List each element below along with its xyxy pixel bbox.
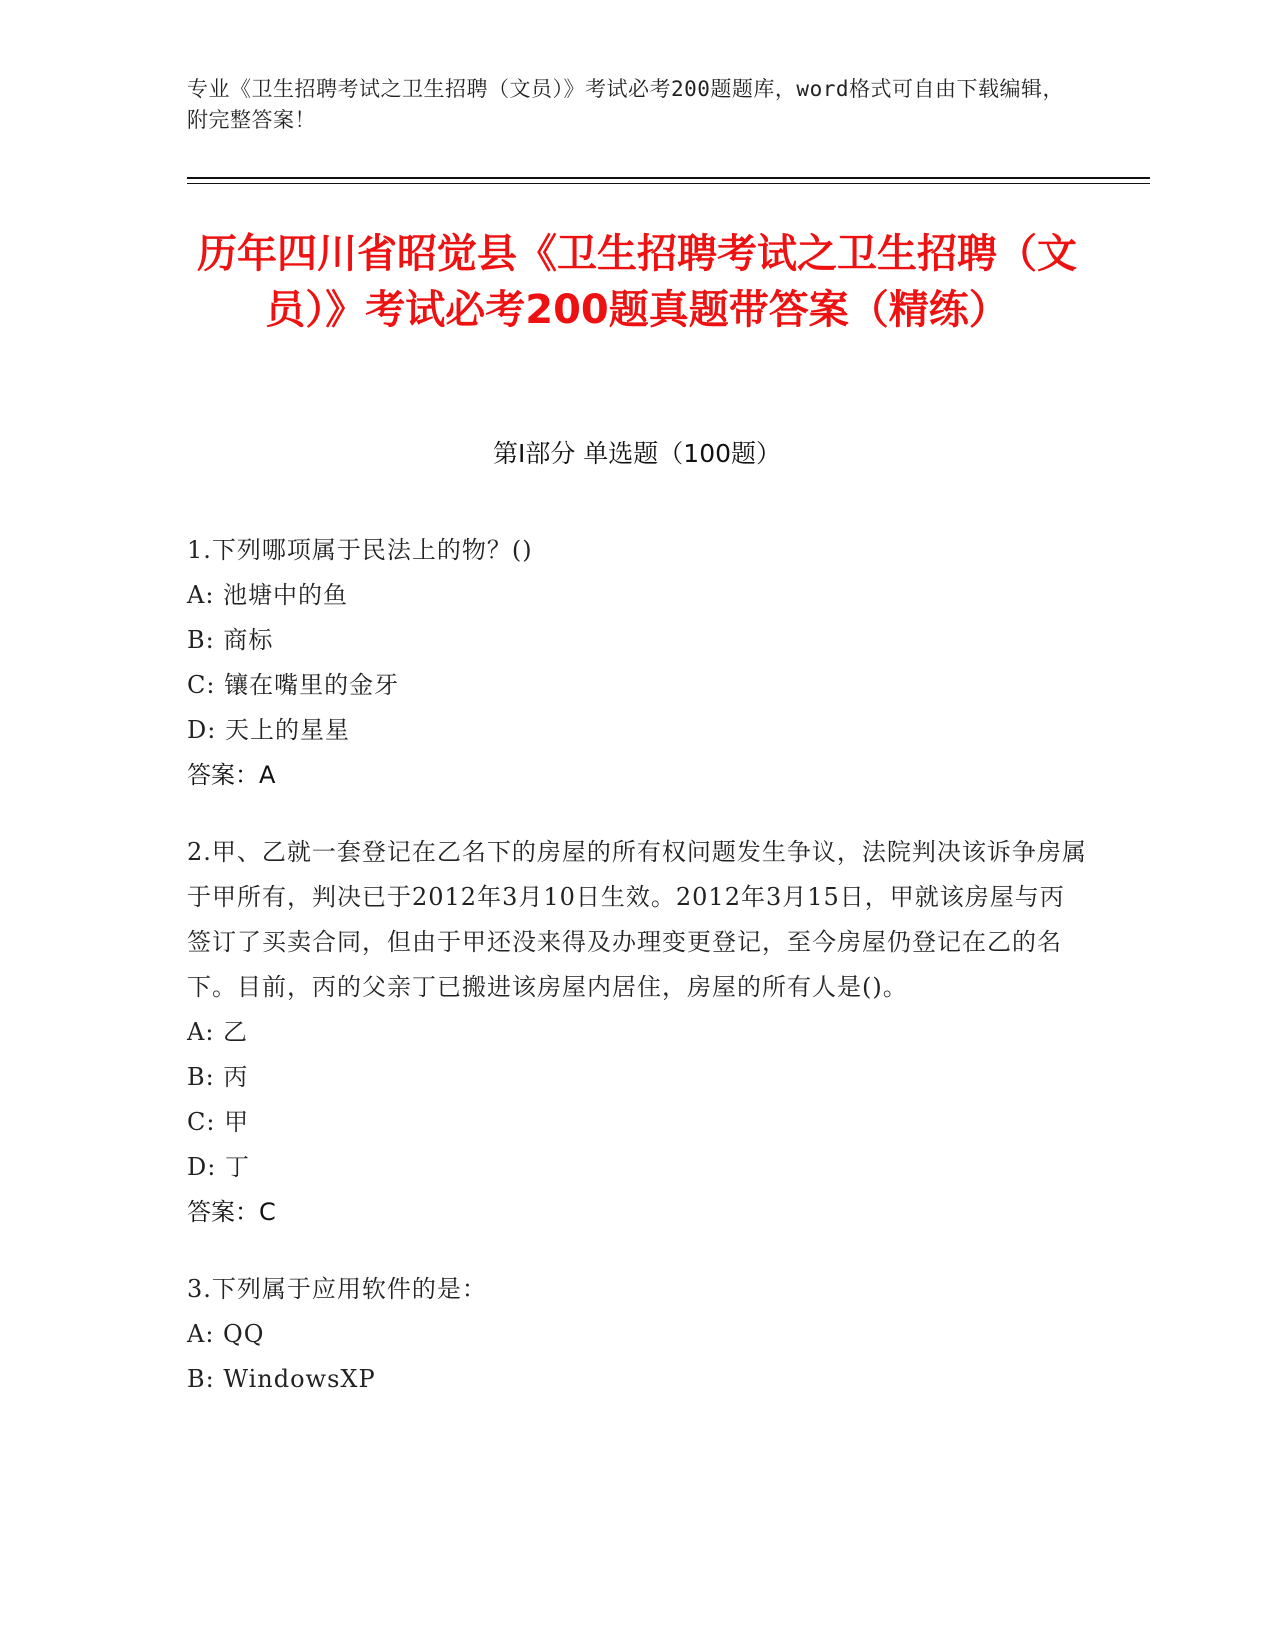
option-a: A: 乙	[187, 1018, 249, 1046]
option-c: C: 甲	[187, 1108, 250, 1136]
question-stem: 1.下列哪项属于民法上的物？()	[187, 536, 533, 564]
option-a: A: QQ	[187, 1320, 265, 1348]
option-d: D: 丁	[187, 1153, 250, 1181]
answer: 答案：C	[187, 1198, 276, 1226]
question-2	[187, 830, 1087, 1235]
option-b: B: 商标	[187, 626, 274, 654]
header-rule-thin	[187, 183, 1150, 184]
document-title: 历年四川省昭觉县《卫生招聘考试之卫生招聘（文员）》考试必考200题真题带答案（精练）	[197, 231, 1077, 333]
question-3	[187, 1267, 1087, 1402]
question-list	[187, 528, 1087, 1434]
question-1	[187, 528, 1087, 798]
header-rule-thick	[187, 177, 1150, 179]
option-c: C: 镶在嘴里的金牙	[187, 671, 400, 699]
option-b: B: WindowsXP	[187, 1365, 376, 1393]
section-title: 第Ⅰ部分 单选题（100题）	[492, 439, 782, 468]
answer: 答案：A	[187, 761, 276, 789]
option-b: B: 丙	[187, 1063, 249, 1091]
option-d: D: 天上的星星	[187, 716, 350, 744]
question-stem: 2.甲、乙就一套登记在乙名下的房屋的所有权问题发生争议，法院判决该诉争房属于甲所有，判决已于2012年3月10日生效。2012年3月15日，甲就该房屋与丙签订了买卖合同，但由于甲还没来得及办理变更登记，至今房屋仍登记在乙的名下。目前，丙的父亲丁已搬进该房屋内居住，房屋的所有人是()。	[187, 838, 1087, 1001]
question-stem: 3.下列属于应用软件的是：	[187, 1275, 487, 1303]
option-a: A: 池塘中的鱼	[187, 581, 349, 609]
header-note: 专业《卫生招聘考试之卫生招聘（文员）》考试必考200题题库，word格式可自由下载编辑，附完整答案！	[187, 77, 1064, 132]
